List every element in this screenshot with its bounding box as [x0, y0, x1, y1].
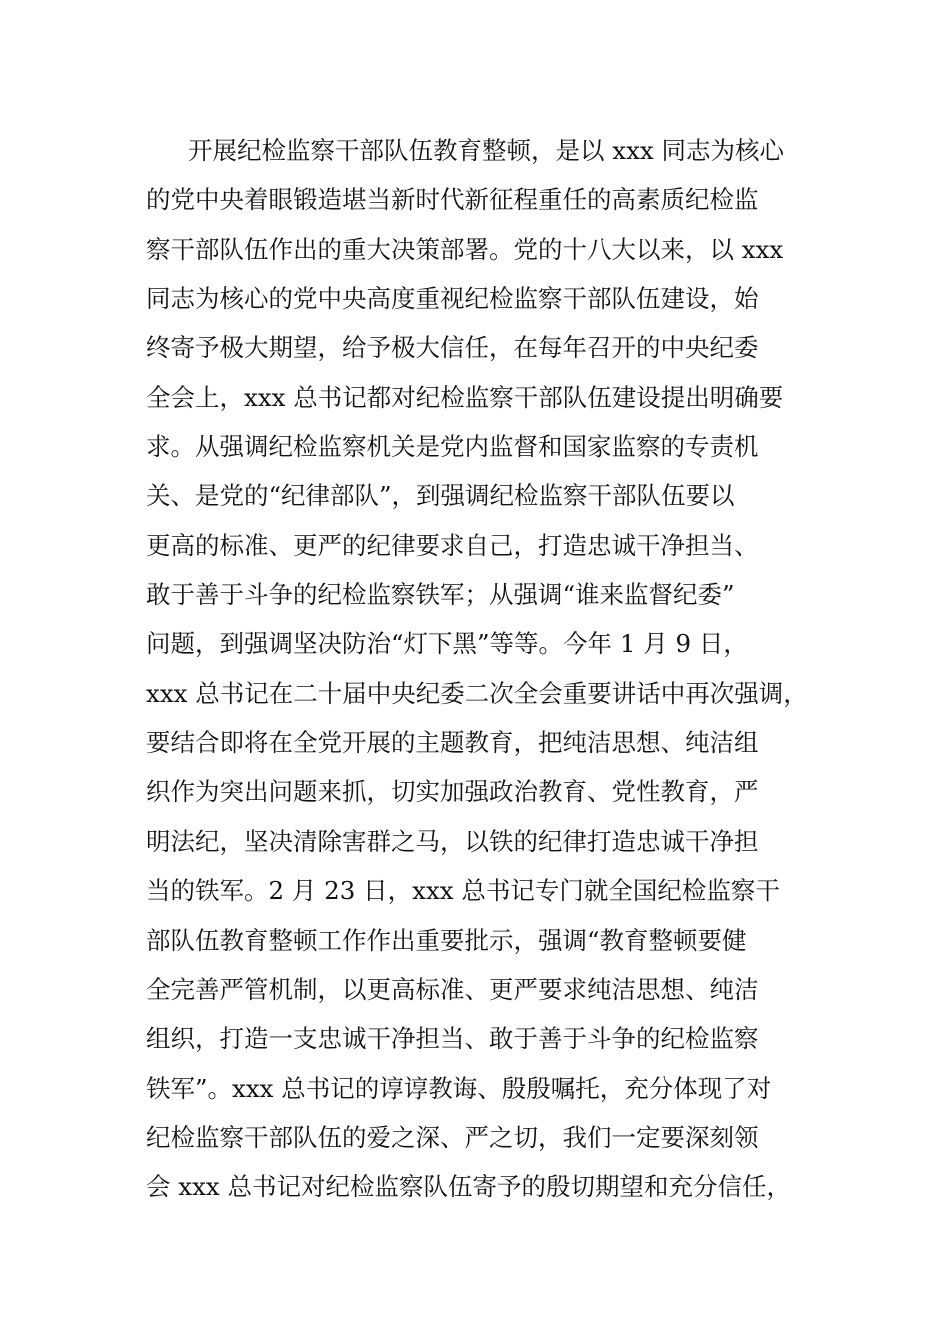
- paragraph-line: 部队伍教育整顿工作作出重要批示，强调“教育整顿要健: [146, 925, 747, 955]
- paragraph-line: 问题，到强调坚决防治“灯下黑”等等。今年 1 月 9 日，: [146, 629, 748, 659]
- paragraph-line: 全会上，xxx 总书记都对纪检监察干部队伍建设提出明确要: [146, 382, 784, 412]
- paragraph-line: 同志为核心的党中央高度重视纪检监察干部队伍建设，始: [146, 284, 759, 314]
- paragraph-line: 更高的标准、更严的纪律要求自己，打造忠诚干净担当、: [146, 530, 759, 560]
- paragraph-line: 明法纪，坚决清除害群之马，以铁的纪律打造忠诚干净担: [146, 826, 759, 856]
- paragraph-line: 求。从强调纪检监察机关是党内监督和国家监察的专责机: [146, 432, 759, 462]
- paragraph-line: xxx 总书记在二十届中央纪委二次全会重要讲话中再次强调，: [146, 678, 808, 708]
- paragraph-line: 全完善严管机制，以更高标准、更严要求纯洁思想、纯洁: [146, 974, 759, 1004]
- paragraph-line: 织作为突出问题来抓，切实加强政治教育、党性教育，严: [146, 777, 759, 807]
- paragraph-line: 终寄予极大期望，给予极大信任，在每年召开的中央纪委: [146, 333, 759, 363]
- paragraph-line: 察干部队伍作出的重大决策部署。党的十八大以来，以 xxx: [146, 234, 784, 264]
- paragraph-line: 关、是党的“纪律部队”，到强调纪检监察干部队伍要以: [146, 481, 735, 511]
- paragraph-line: 要结合即将在全党开展的主题教育，把纯洁思想、纯洁组: [146, 728, 759, 758]
- paragraph-line: 组织，打造一支忠诚干净担当、敢于善于斗争的纪检监察: [146, 1024, 759, 1054]
- paragraph-line: 敢于善于斗争的纪检监察铁军；从强调“谁来监督纪委”: [146, 580, 735, 610]
- paragraph-line: 开展纪检监察干部队伍教育整顿，是以 xxx 同志为核心: [188, 136, 785, 165]
- paragraph-line: 铁军”。xxx 总书记的谆谆教诲、殷殷嘱托，充分体现了对: [146, 1073, 772, 1103]
- body-paragraph: [146, 126, 826, 1212]
- paragraph-line: 会 xxx 总书记对纪检监察队伍寄予的殷切期望和充分信任，: [146, 1172, 792, 1202]
- paragraph-line: 纪检监察干部队伍的爱之深、严之切，我们一定要深刻领: [146, 1122, 759, 1152]
- paragraph-line: 的党中央着眼锻造堪当新时代新征程重任的高素质纪检监: [146, 185, 759, 215]
- paragraph-line: 当的铁军。2 月 23 日，xxx 总书记专门就全国纪检监察干: [146, 876, 780, 906]
